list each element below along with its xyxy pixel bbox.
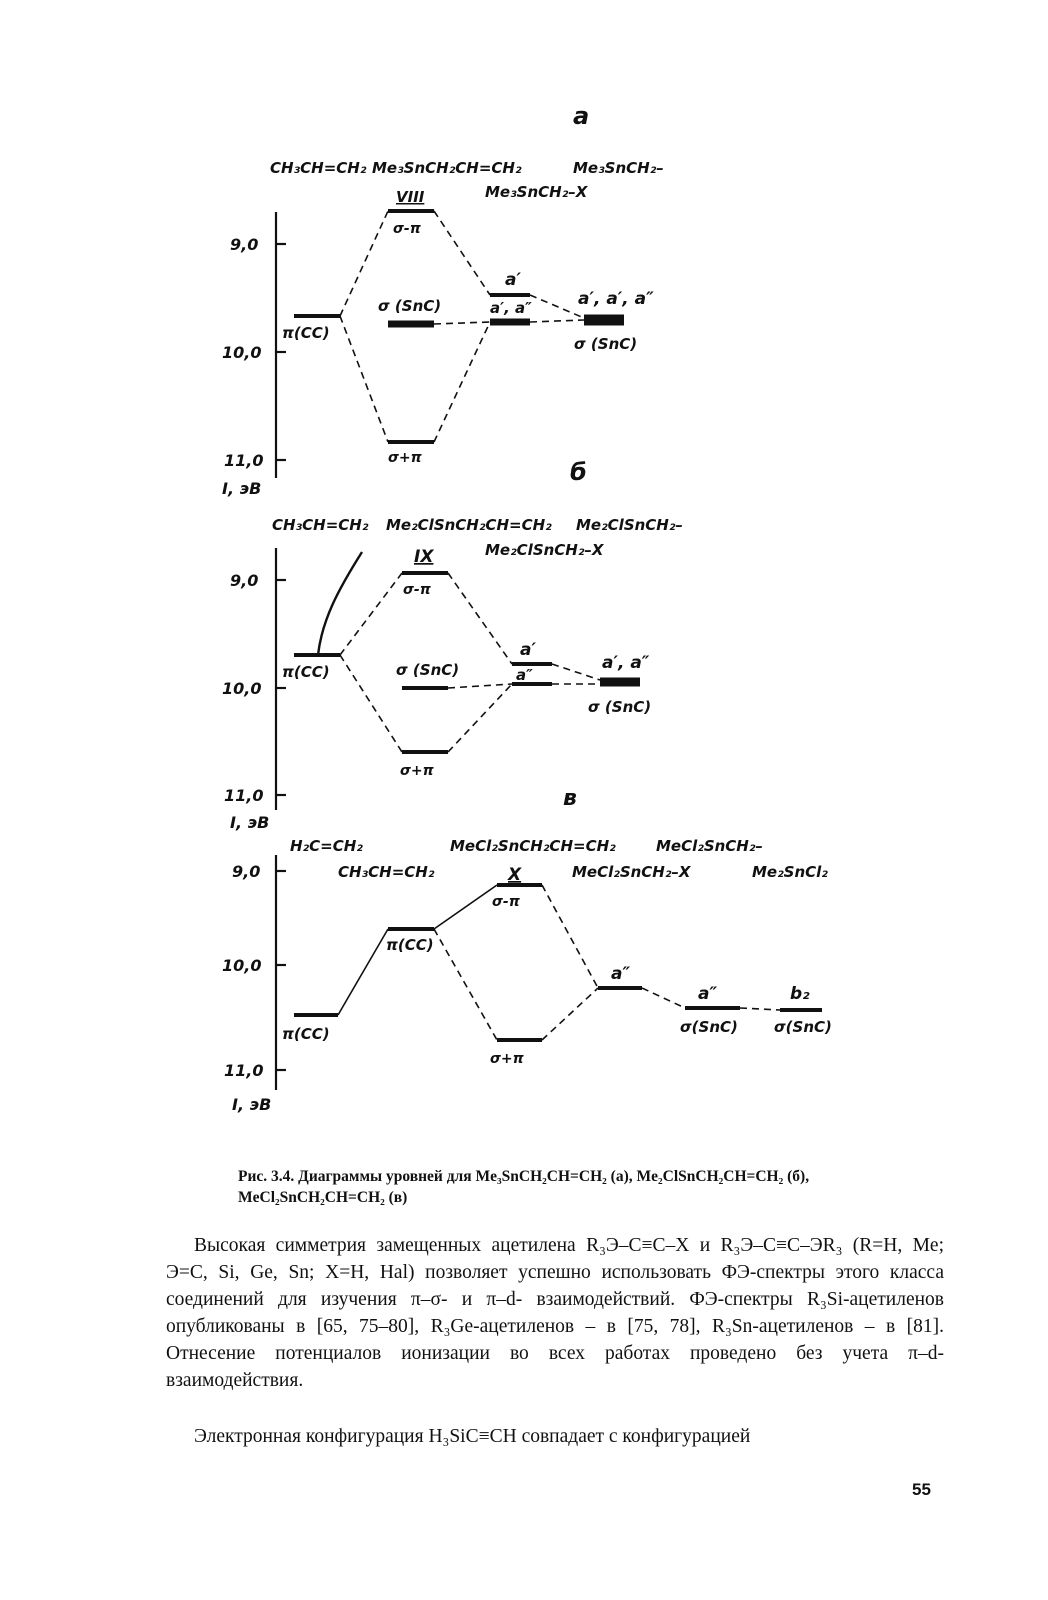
panel-a-compound-3: Me₃SnCH₂– xyxy=(573,159,664,177)
panel-c-compound-1: H₂C=CH₂ xyxy=(290,837,363,855)
panel-b-compound-4: Me₂ClSnCH₂–X xyxy=(485,541,604,559)
panel-a-label-sigma-minus-pi: σ-π xyxy=(393,221,421,237)
paragraph-2: Электронная конфигурация H₃SiC≡CH совпадает с конфигурацией xyxy=(194,1426,751,1447)
panel-c-compound-3: MeCl₂SnCH₂CH=CH₂ xyxy=(450,837,616,855)
panel-a-compound-4: Me₃SnCH₂–X xyxy=(485,183,588,201)
panel-b-tick-label-9: 9,0 xyxy=(230,571,259,590)
panel-b xyxy=(222,458,683,832)
figure-caption: Рис. 3.4. Диаграммы уровней для Me₃SnCH₂CH=CH₂ (а), Me₂ClSnCH₂CH=CH₂ (б), MeCl₂SnCH₂CH=CH₂ (в) xyxy=(238,1168,810,1206)
panel-c-compound-6: Me₂SnCl₂ xyxy=(752,863,828,881)
panel-c xyxy=(222,786,832,1114)
panel-a-label-sigma-snc: σ (SnC) xyxy=(378,297,442,315)
panel-c-label-sigma-snc-1: σ(SnC) xyxy=(680,1018,738,1036)
panel-c-label-pi-left: π(CC) xyxy=(282,1025,330,1043)
panel-a-compound-1: CH₃CH=CH₂ xyxy=(270,159,367,177)
panel-c-tick-label-10: 10,0 xyxy=(222,956,262,975)
panel-c-letter: в xyxy=(563,786,577,811)
panel-a-label-triple: a′, a′, a″ xyxy=(578,289,654,309)
panel-c-compound-4: MeCl₂SnCH₂– xyxy=(656,837,763,855)
panel-c-compound-5: MeCl₂SnCH₂–X xyxy=(572,863,691,881)
panel-c-label-a-dprime-2: a″ xyxy=(698,984,718,1004)
panel-b-label-pi: π(CC) xyxy=(282,663,330,681)
panel-b-compound-1: CH₃CH=CH₂ xyxy=(272,516,369,534)
panel-a-tick-label-10: 10,0 xyxy=(222,343,262,362)
page-number: 55 xyxy=(912,1480,931,1499)
panel-b-tick-label-10: 10,0 xyxy=(222,679,262,698)
panel-a-correlation-lines xyxy=(340,211,584,442)
panel-b-label-sigma-snc: σ (SnC) xyxy=(396,661,460,679)
panel-c-label-b2: b₂ xyxy=(790,984,810,1004)
panel-a-label-sigma-plus-pi: σ+π xyxy=(388,450,422,466)
panel-a-roman: VIII xyxy=(396,188,425,206)
panel-a-compound-2: Me₃SnCH₂CH=CH₂ xyxy=(372,159,522,177)
panel-b-label-a-prime: a′ xyxy=(520,640,536,660)
panel-a-tick-label-9: 9,0 xyxy=(230,235,259,254)
panel-b-label-a-dprime: a″ xyxy=(516,666,533,684)
panel-c-roman: X xyxy=(508,865,522,885)
panel-b-compound-2: Me₂ClSnCH₂CH=CH₂ xyxy=(386,516,552,534)
panel-a-label-sigma-snc-right: σ (SnC) xyxy=(574,335,638,353)
panel-b-axis-unit: I, эВ xyxy=(230,813,270,832)
panel-c-label-sigma-minus-pi: σ-π xyxy=(492,894,520,910)
panel-c-axis-unit: I, эВ xyxy=(232,1095,272,1114)
panel-b-handdrawn-stroke xyxy=(318,552,362,655)
panel-b-correlation-lines xyxy=(340,573,600,752)
panel-a-tick-label-11: 11,0 xyxy=(224,451,264,470)
panel-c-label-sigma-snc-2: σ(SnC) xyxy=(774,1018,832,1036)
panel-b-label-sigma-minus-pi: σ-π xyxy=(403,582,431,598)
panel-b-compound-3: Me₂ClSnCH₂– xyxy=(576,516,683,534)
panel-c-correlation-lines xyxy=(434,885,780,1040)
panel-c-tick-label-11: 11,0 xyxy=(224,1061,264,1080)
panel-b-letter: б xyxy=(570,458,587,486)
panel-b-tick-label-11: 11,0 xyxy=(224,786,264,805)
panel-b-roman: IX xyxy=(414,547,434,567)
panel-c-label-sigma-plus-pi: σ+π xyxy=(490,1051,524,1067)
panel-a-letter: а xyxy=(573,102,590,130)
panel-a-label-pi: π(CC) xyxy=(282,324,330,342)
panel-b-label-pair: a′, a″ xyxy=(602,653,650,673)
panel-b-label-sigma-plus-pi: σ+π xyxy=(400,763,434,779)
panel-c-label-a-dprime-1: a″ xyxy=(611,964,631,984)
panel-a-label-a-prime-a-dprime: a′, a″ xyxy=(490,299,532,317)
paragraph-1: Высокая симметрия замещенных ацетилена R₃Э–C≡C–X и R₃Э–C≡C–ЭR₃ (R=H, Me; Э=C, Si, Ge, Sn; X=H, Hal) позволяет успешно использовать ФЭ-спектры этого класса соединений для изучения π–σ- и π–d- взаимодействий. ФЭ-спектры R₃Si-ацетиленов опубликованы в [65, 75–80], R₃Ge-ацетиленов – в [75, 78], R₃Sn-ацетиленов – в [81]. Отнесение потенциалов ионизации во всех работах проведено без учета π–d-взаимодействия. xyxy=(166,1235,944,1391)
panel-c-label-pi-mid: π(CC) xyxy=(386,936,434,954)
panel-c-compound-2: CH₃CH=CH₂ xyxy=(338,863,435,881)
panel-b-label-sigma-snc-right: σ (SnC) xyxy=(588,698,652,716)
panel-a-label-a-prime: a′ xyxy=(505,270,521,290)
panel-a xyxy=(222,102,664,498)
panel-c-tick-label-9: 9,0 xyxy=(232,862,261,881)
panel-a-axis-unit: I, эВ xyxy=(222,479,262,498)
